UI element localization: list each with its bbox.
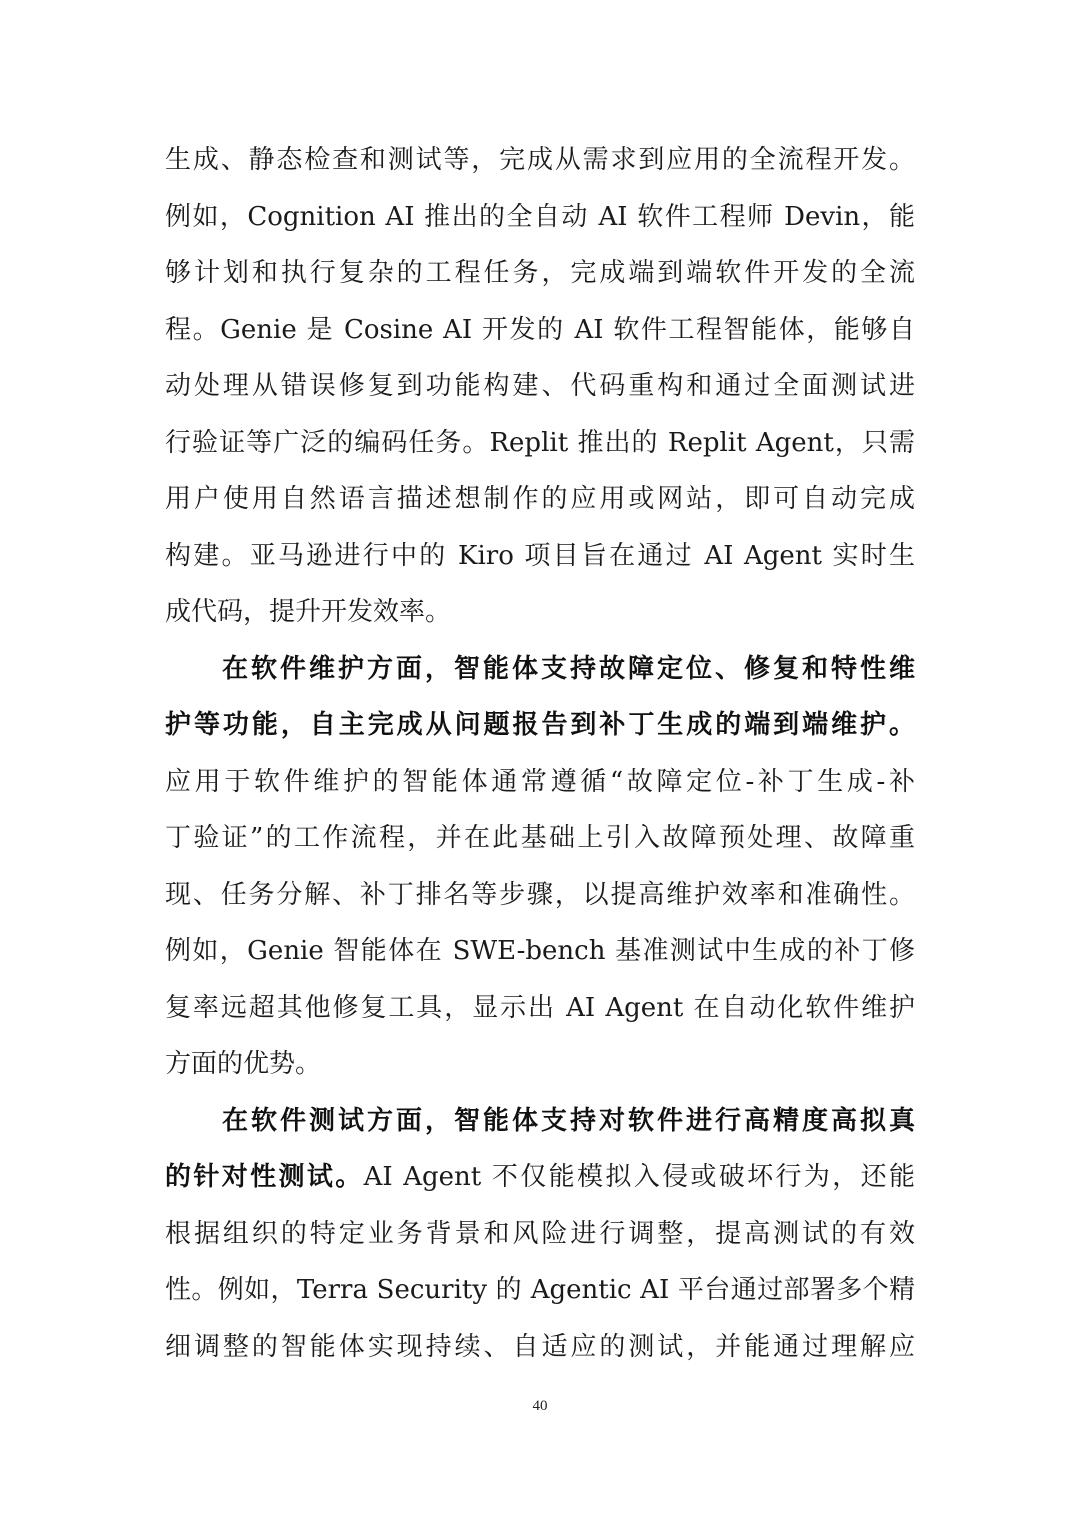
paragraph1-line-2: 例如，Cognition AI 推出的全自动 AI 软件工程师 Devin，能 — [165, 202, 915, 232]
paragraph1-line-6: 行验证等广泛的编码任务。Replit 推出的 Replit Agent，只需 — [165, 428, 915, 458]
paragraph3-line-2 — [165, 1157, 915, 1197]
paragraph1-line-3: 够计划和执行复杂的工程任务，完成端到端软件开发的全流 — [165, 258, 915, 288]
paragraph3-line-5: 细调整的智能体实现持续、自适应的测试，并能通过理解应 — [165, 1332, 915, 1362]
paragraph2-bold-line-1: 在软件维护方面，智能体支持故障定位、修复和特性维 — [222, 654, 915, 684]
paragraph1-line-9: 成代码，提升开发效率。 — [165, 597, 452, 627]
paragraph3-bold-line-1: 在软件测试方面，智能体支持对软件进行高精度高拟真 — [222, 1106, 915, 1136]
page-number: 40 — [532, 1398, 548, 1414]
paragraph1-line-5: 动处理从错误修复到功能构建、代码重构和通过全面测试进 — [165, 371, 915, 401]
paragraph2-line-2: 丁验证”的工作流程，并在此基础上引入故障预处理、故障重 — [165, 823, 915, 853]
paragraph2-bold-line-2: 护等功能，自主完成从问题报告到补丁生成的端到端维护。 — [165, 710, 915, 740]
paragraph2-line-4: 例如，Genie 智能体在 SWE-bench 基准测试中生成的补丁修 — [165, 936, 915, 966]
paragraph1-line-4: 程。Genie 是 Cosine AI 开发的 AI 软件工程智能体，能够自 — [165, 315, 915, 345]
paragraph1-line-7: 用户使用自然语言描述想制作的应用或网站，即可自动完成 — [165, 484, 915, 514]
paragraph3-line-2-rest: AI Agent 不仅能模拟入侵或破坏行为，还能 — [363, 1162, 915, 1192]
paragraph3-line-3: 根据组织的特定业务背景和风险进行调整，提高测试的有效 — [165, 1219, 915, 1249]
paragraph2-line-1: 应用于软件维护的智能体通常遵循“故障定位-补丁生成-补 — [165, 767, 915, 797]
paragraph2-line-3: 现、任务分解、补丁排名等步骤，以提高维护效率和准确性。 — [165, 880, 915, 910]
paragraph2-line-5: 复率远超其他修复工具，显示出 AI Agent 在自动化软件维护 — [165, 993, 915, 1023]
paragraph3-bold-lead: 的针对性测试。 — [165, 1162, 364, 1192]
paragraph2-line-6: 方面的优势。 — [165, 1049, 322, 1079]
paragraph1-line-8: 构建。亚马逊进行中的 Kiro 项目旨在通过 AI Agent 实时生 — [165, 541, 915, 571]
paragraph1-line-1: 生成、静态检查和测试等，完成从需求到应用的全流程开发。 — [165, 145, 915, 175]
paragraph3-line-4: 性。例如，Terra Security 的 Agentic AI 平台通过部署多个精 — [165, 1275, 915, 1305]
